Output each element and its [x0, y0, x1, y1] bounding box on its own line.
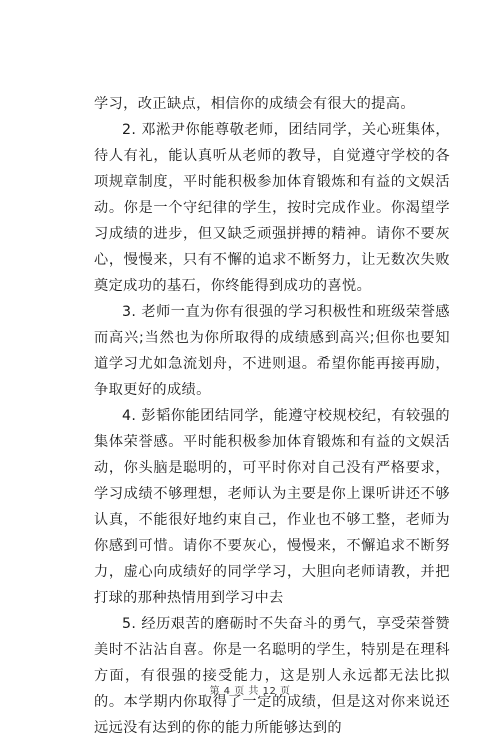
- paragraph-comment-3: 3. 老师一直为你有很强的学习积极性和班级荣誉感而高兴;当然也为你所取得的成绩感到高兴;但你也要知道学习尤如急流划舟，不进则退。希望你能再接再励，争取更好的成绩。: [94, 304, 450, 398]
- paragraph-comment-2: 2. 邓淞尹你能尊敬老师，团结同学，关心班集体，待人有礼，能认真听从老师的教导，自觉遵守学校的各项规章制度，平时能积极参加体育锻炼和有益的文娱活动。你是一个守纪律的学生，按时完成作业。你渴望学习成绩的进步，但又缺乏顽强拼搏的精神。请你不要灰心，慢慢来，只有不懈的追求不断努力，让无数次失败奠定成功的基石，你终能得到成功的喜悦。: [94, 122, 450, 294]
- document-body: [94, 91, 450, 741]
- page-footer: 第 4 页 共 12 页: [209, 686, 291, 697]
- paragraph-continuation: 学习，改正缺点，相信你的成绩会有很大的提高。: [94, 96, 415, 112]
- paragraph-comment-4: 4. 彭韬你能团结同学，能遵守校规校纪，有较强的集体荣誉感。平时能积极参加体育锻炼和有益的文娱活动，你头脑是聪明的，可平时你对自己没有严格要求，学习成绩不够理想，老师认为主要是你上课听讲还不够认真，不能很好地约束自己，作业也不够工整，老师为你感到可惜。请你不要灰心，慢慢来，不懈追求不断努力，虚心向成绩好的同学学习，大胆向老师请教，并把打球的那种热情用到学习中去: [94, 408, 450, 606]
- paragraph-comment-5: 5. 经历艰苦的磨砺时不失奋斗的勇气，享受荣誉赞美时不沾沾自喜。你是一名聪明的学生，特别是在理科方面，有很强的接受能力，这是别人永远都无法比拟的。本学期内你取得了一定的成绩，但是这对你来说还远远没有达到的你的能力所能够达到的: [94, 616, 450, 736]
